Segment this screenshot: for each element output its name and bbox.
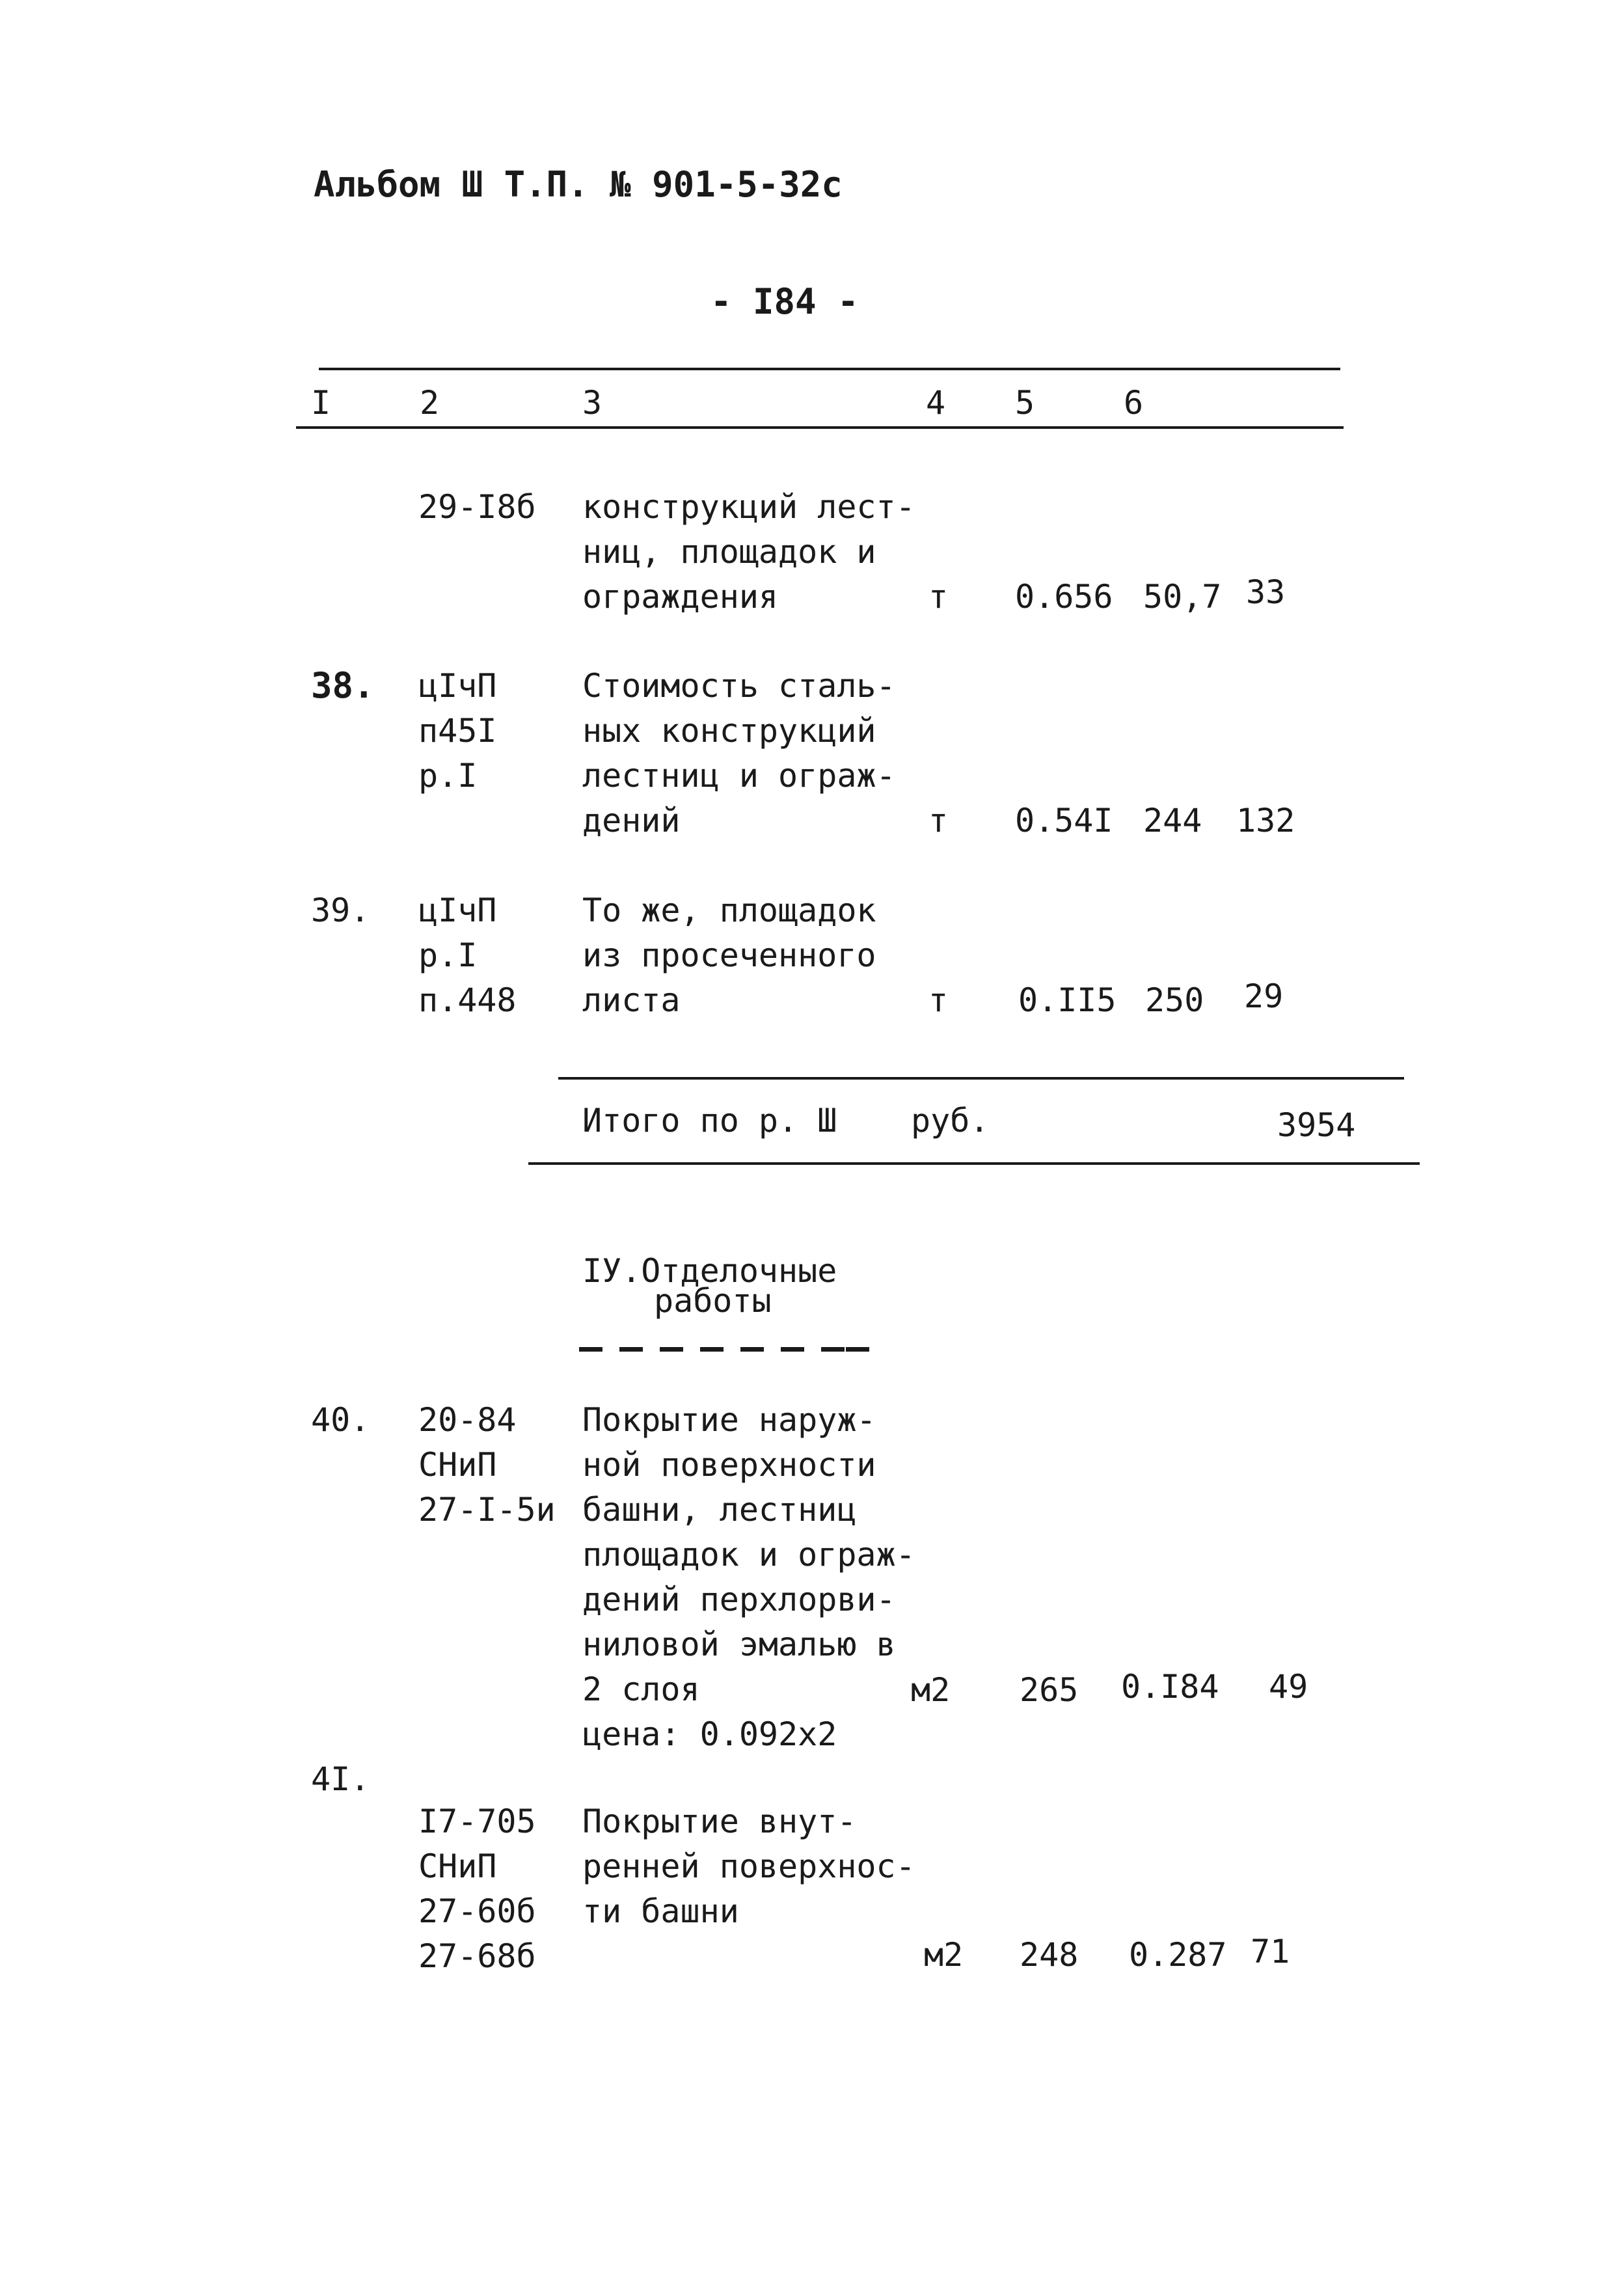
desc-line: ограждения: [582, 578, 779, 616]
row-unit: м2: [911, 1671, 951, 1709]
row-total: 132: [1236, 802, 1295, 839]
row-price: 244: [1143, 802, 1202, 839]
album-reference: Альбом Ш Т.П. № 901-5-32с: [314, 164, 843, 205]
subtotal-bottom-rule: [528, 1162, 1420, 1165]
page-number: - I84 -: [710, 281, 859, 322]
desc-line: Покрытие внут-: [582, 1803, 857, 1840]
desc-line: ной поверхности: [582, 1446, 876, 1484]
row-unit: т: [928, 802, 949, 839]
desc-line: ти башни: [582, 1892, 739, 1930]
row-quantity: 265: [1020, 1671, 1079, 1709]
row-total: 33: [1246, 573, 1286, 611]
code-line: 27-60б: [418, 1892, 536, 1930]
code-line: п45I: [418, 712, 497, 750]
row-description: [582, 1398, 915, 1757]
row-number: 38.: [311, 665, 375, 706]
row-price: 0.287: [1129, 1936, 1227, 1974]
col-header-4: 4: [926, 384, 946, 422]
row-price: 50,7: [1143, 578, 1222, 616]
col-header-5: 5: [1015, 384, 1035, 422]
desc-line: То же, площадок: [582, 892, 876, 929]
row-number: 39.: [311, 892, 370, 929]
desc-line: башни, лестниц: [582, 1491, 857, 1529]
row-quantity: 248: [1020, 1936, 1079, 1974]
row-description: [582, 664, 896, 843]
code-line: СНиП: [418, 1847, 497, 1885]
desc-line: площадок и ограж-: [582, 1536, 915, 1574]
code-line: 27-I-5и: [418, 1491, 556, 1529]
desc-line: листа: [582, 981, 681, 1019]
row-unit: м2: [924, 1936, 964, 1974]
row-price: 0.I84: [1121, 1668, 1219, 1706]
col-header-3: 3: [582, 384, 602, 422]
row-quantity: 0.II5: [1018, 981, 1116, 1019]
desc-line: дений: [582, 802, 681, 839]
row-code: [418, 888, 517, 1023]
table-header-rule: [296, 426, 1344, 429]
subtotal-label: Итого по р. Ш: [582, 1102, 837, 1139]
row-unit: т: [928, 578, 949, 616]
desc-line: дений перхлорви-: [582, 1581, 896, 1618]
code-line: р.I: [418, 757, 478, 795]
row-number: 4I.: [311, 1760, 370, 1798]
row-total: 29: [1244, 977, 1284, 1015]
row-total: 71: [1251, 1933, 1290, 1970]
row-total: 49: [1269, 1668, 1308, 1706]
subtotal-unit: руб.: [911, 1102, 990, 1139]
code-line: 27-68б: [418, 1937, 536, 1975]
code-line: I7-705: [418, 1803, 536, 1840]
table-row: [418, 485, 536, 530]
row-unit: т: [928, 981, 949, 1019]
code-line: р.I: [418, 936, 478, 974]
section-title: [582, 1252, 837, 1320]
row-code: [418, 1398, 556, 1533]
desc-line: Стоимость сталь-: [582, 667, 896, 705]
table-top-rule: [319, 368, 1340, 370]
desc-line: из просеченного: [582, 936, 876, 974]
code-line: 20-84: [418, 1401, 517, 1439]
desc-line: ниц, площадок и: [582, 533, 876, 571]
desc-line: 2 слоя: [582, 1670, 700, 1708]
row-quantity: 0.656: [1015, 578, 1113, 616]
row-description: [582, 888, 876, 1023]
desc-line: конструкций лест-: [582, 488, 915, 526]
section-title-line: работы: [654, 1282, 772, 1320]
desc-line: ных конструкций: [582, 712, 876, 750]
row-number: 40.: [311, 1401, 370, 1439]
desc-line: цена: 0.092х2: [582, 1715, 837, 1753]
col-header-6: 6: [1124, 384, 1144, 422]
code-line: СНиП: [418, 1446, 497, 1484]
subtotal-top-rule: [558, 1077, 1404, 1080]
row-code: [418, 664, 496, 798]
row-code: 29-I8б: [418, 488, 536, 526]
row-code: [418, 1799, 536, 1979]
row-description: [582, 485, 915, 620]
code-line: цIчП: [418, 892, 497, 929]
desc-line: Покрытие наруж-: [582, 1401, 876, 1439]
desc-line: лестниц и ограж-: [582, 757, 896, 795]
code-line: цIчП: [418, 667, 497, 705]
row-quantity: 0.54I: [1015, 802, 1113, 839]
col-header-2: 2: [420, 384, 440, 422]
row-description: [582, 1799, 915, 1934]
col-header-1: I: [311, 384, 331, 422]
desc-line: ниловой эмалью в: [582, 1626, 896, 1663]
row-price: 250: [1145, 981, 1204, 1019]
desc-line: ренней поверхнос-: [582, 1847, 915, 1885]
subtotal-total: 3954: [1277, 1106, 1356, 1144]
code-line: п.448: [418, 981, 517, 1019]
section-title-line: IУ.Отделочные: [582, 1252, 837, 1290]
